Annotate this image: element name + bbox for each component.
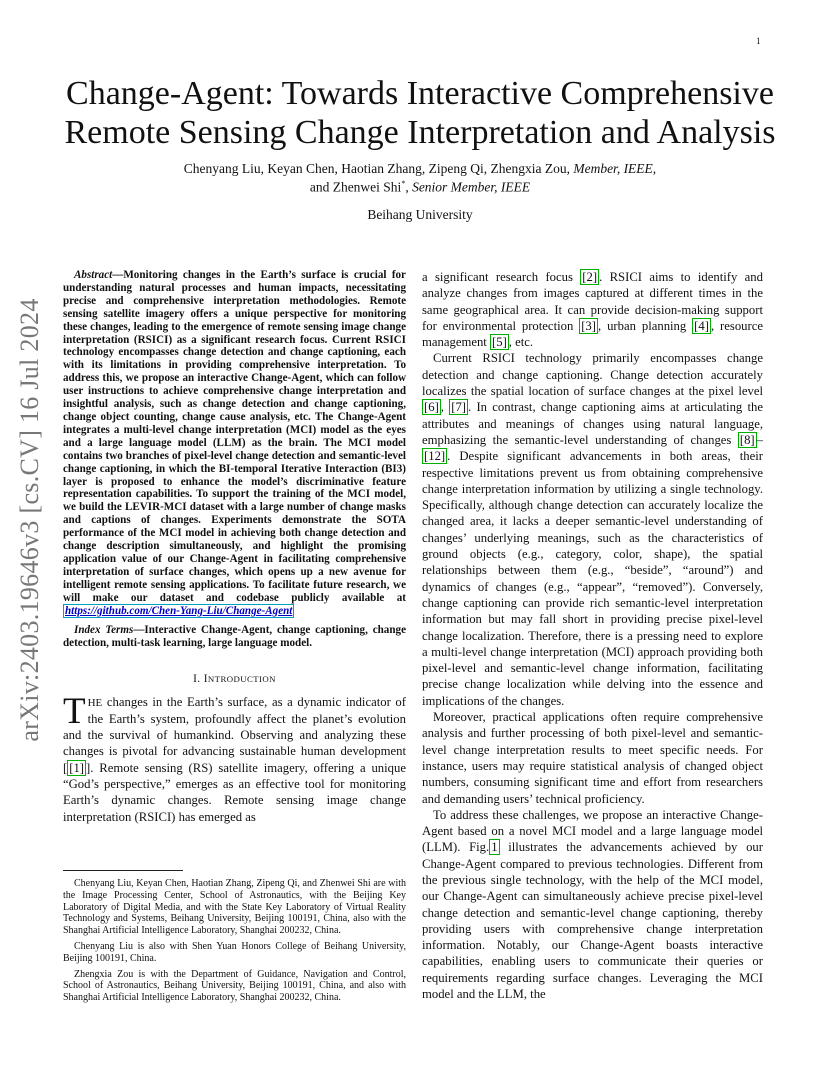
- r2-text-c: . Despite significant advancements in both areas, their respective limitations prevent us from obtaining comprehensive change interpretation information by utilizing a single technology. Specifically, although change detection can accurately localize the changed area, it lacks a deeper semantic-level understanding of changes’ underlying meanings, such as the characteristics of ground objects (e.g., category, color, shape), the spatial relationships between them (e.g., “beside”, “around”) and dynamics of changes (e.g., “appear”, “removed”). Conversely, change captioning can provide rich semantic-level interpretation information but may fall short in providing precise pixel-level change localization. Therefore, there is a pressing need to explore a multi-level change interpretation (MCI) approach providing both pixel-level and semantic-level change information, facilitating precise change localization while delving into the essence and implications of the changes.: [422, 449, 763, 708]
- abstract-dash: —: [112, 269, 124, 281]
- cite-1[interactable]: [ [1] ]: [63, 760, 91, 775]
- section-heading: [63, 671, 406, 687]
- index-terms-label: Index Terms: [74, 624, 134, 637]
- authors-line-1: [80, 161, 760, 177]
- title-line-2: Remote Sensing Change Interpretation and Analysis: [64, 114, 776, 151]
- corresponding-star: *: [401, 179, 406, 188]
- cite-fig-1[interactable]: 1: [491, 840, 498, 855]
- cite-3[interactable]: [3]: [581, 318, 596, 333]
- index-terms-text: —Interactive Change-Agent, change captioning, change detection, multi-task learning, large language model.: [63, 624, 406, 650]
- footnote-1: Chenyang Liu, Keyan Chen, Haotian Zhang, Zipeng Qi, and Zhenwei Shi are with the Image Processing Center, School of Astronautics, with the Beijing Key Laboratory of Digital Media, and with the State Key Laboratory of Virtual Reality Technology and Systems, Beihang University, Beijing 100191, China, also with the Shanghai Artificial Intelligence Laboratory, Shanghai 200232, China.: [63, 878, 406, 937]
- r1-text-d: , resource management: [422, 318, 763, 350]
- cite-7[interactable]: [7]: [451, 400, 467, 415]
- section-title-cap: I: [203, 673, 208, 686]
- index-terms: [63, 624, 406, 650]
- r1-text-c: , urban planning: [598, 318, 693, 333]
- r2-text-b: . In contrast, change captioning aims at articulating the attributes and meanings of changes using natural language, emphasizing the semantic-level understanding of changes: [422, 400, 764, 447]
- section-numeral: I.: [193, 673, 201, 686]
- right-paragraph-1: [422, 269, 763, 350]
- intro-paragraph: [63, 690, 406, 825]
- authors-line-2: and Zhenwei Shi*, Senior Member, IEEE: [309, 179, 531, 195]
- intro-text-1: changes in the Earth’s surface, as a dynamic indicator of the Earth’s system, profoundly affect the planet’s evolution and the survival of humankind. Observing and analyzing these changes is pivotal for advancing sustainable human development: [63, 694, 406, 759]
- r2-sep: ,: [440, 400, 450, 415]
- drop-cap: T: [63, 690, 86, 732]
- right-paragraph-3: Moreover, practical applications often require comprehensive analysis and further processing of both pixel-level and semantic-level change interpretation results to meet specific needs. For instance, users may require statistical analysis of changed object numbers, consuming significant time and effort from researchers and demanding users’ technical proficiency.: [422, 710, 763, 806]
- right-paragraph-4: [422, 807, 763, 1003]
- page-number: 1: [756, 36, 761, 46]
- cite-12[interactable]: [12]: [424, 449, 446, 464]
- r1-text-e: , etc.: [508, 335, 534, 350]
- cite-2[interactable]: [2]: [582, 270, 598, 284]
- paper-title: [40, 74, 800, 152]
- authors-names-2: and Zhenwei Shi: [309, 179, 402, 195]
- abstract: [63, 269, 406, 617]
- footnote-2: Chenyang Liu is also with Shen Yuan Honors College of Beihang University, Beijing 100191, China.: [63, 940, 406, 964]
- abstract-text: Monitoring changes in the Earth’s surface is crucial for understanding natural processes and human impacts, necessitating precise and comprehensive interpretation methodologies. Remote sensing satellite imagery offers a unique perspective for monitoring these changes, leading to the emergence of remote sensing image change interpretation (RSICI) as a significant research focus. Current RSICI technology encompasses change detection and change captioning, each with its limitations in providing comprehensive interpretation. To address this, we propose an interactive Change-Agent, which can follow user instructions to achieve comprehensive change interpretation and insightful analysis, such as change detection and change captioning, change object counting, change cause analysis, etc. The Change-Agent integrates a multi-level change interpretation (MCI) model as the eyes and a large language model (LLM) as the brain. The MCI model contains two branches of pixel-level change detection and semantic-level change captioning, in which the BI-temporal Iterative Interaction (BI3) layer is proposed to enhance the model’s discriminative feature representation capabilities. To support the training of the MCI model, we build the LEVIR-MCI dataset with a large number of change masks and captions of changes. Experiments demonstrate the SOTA performance of the MCI model in achieving both change detection and change description simultaneously, and highlight the promising application value of our Change-Agent in facilitating comprehensive interpretation of surface changes, which opens up a new avenue for intelligent remote sensing applications. To facilitate future research, we will make our dataset and codebase publicly available at: [63, 269, 406, 604]
- authors-role-2: Senior Member, IEEE: [412, 179, 531, 195]
- right-paragraph-2: [422, 350, 763, 709]
- arxiv-side-label: arXiv:2403.19646v3 [cs.CV] 16 Jul 2024: [15, 298, 44, 742]
- authors-names-1: Chenyang Liu, Keyan Chen, Haotian Zhang, Zipeng Qi, Zhengxia Zou,: [183, 161, 570, 176]
- affiliation: Beihang University: [367, 207, 473, 222]
- intro-text-2: . Remote sensing (RS) satellite imagery, offering a unique “God’s perspective,” emerges as an effective tool for monitoring Earth’s dynamic changes. Remote sensing image change interpretation (RSICI) has emerged as: [63, 760, 406, 824]
- right-column: [422, 269, 763, 1002]
- section-title-rest: NTRODUCTION: [207, 674, 276, 685]
- github-link[interactable]: https://github.com/Chen-Yang-Liu/Change-Agent: [65, 604, 293, 617]
- r2-text-a: Current RSICI technology primarily encompasses change detection and change captioning. Change detection accurately localizes the spatial location of surface changes at the pixel level: [422, 351, 763, 399]
- footnote-rule: [63, 870, 183, 871]
- r4-text-a: To address these challenges, we propose an interactive Change-Agent based on a novel MCI model and a large language model (LLM). Fig.: [422, 807, 763, 855]
- abstract-label: Abstract: [74, 269, 113, 281]
- r4-text-b: illustrates the advancements achieved by our Change-Agent compared to previous technologies. Different from the previous single technology, with the help of the MCI model, our Change-Agent can simultaneously achieve precise pixel-level change detection and semantic-level change captioning, thereby providing users with comprehensive change interpretation information. Notably, our Change-Agent boasts interactive capabilities, enabling users to communicate their queries or requirements regarding surface changes. Leveraging the MCI model and the LLM, the: [422, 840, 763, 1002]
- r1-text-a: a significant research focus: [422, 270, 581, 284]
- left-column: [63, 269, 406, 825]
- footnote-3: Zhengxia Zou is with the Department of Guidance, Navigation and Control, School of Astronautics, Beihang University, Beijing 100191, China, and also with Shanghai Artificial Intelligence Laboratory, Shanghai 200232, China.: [63, 968, 406, 1004]
- title-line-1: Change-Agent: Towards Interactive Comprehensive: [66, 75, 774, 112]
- cite-6[interactable]: [6]: [424, 400, 439, 415]
- r2-dash: –: [756, 432, 763, 447]
- cite-4[interactable]: [4]: [694, 318, 709, 333]
- cite-5[interactable]: [5]: [492, 335, 507, 350]
- r1-text-b: . RSICI aims to identify and analyze changes from images captured at different times in the same geographical area. It can provide decision-making support for environmental protection: [422, 270, 763, 333]
- cite-8[interactable]: [8]: [739, 432, 755, 447]
- intro-caps: HE: [87, 696, 103, 709]
- footnotes: [63, 878, 406, 1008]
- authors-role-1: Member, IEEE,: [573, 161, 657, 176]
